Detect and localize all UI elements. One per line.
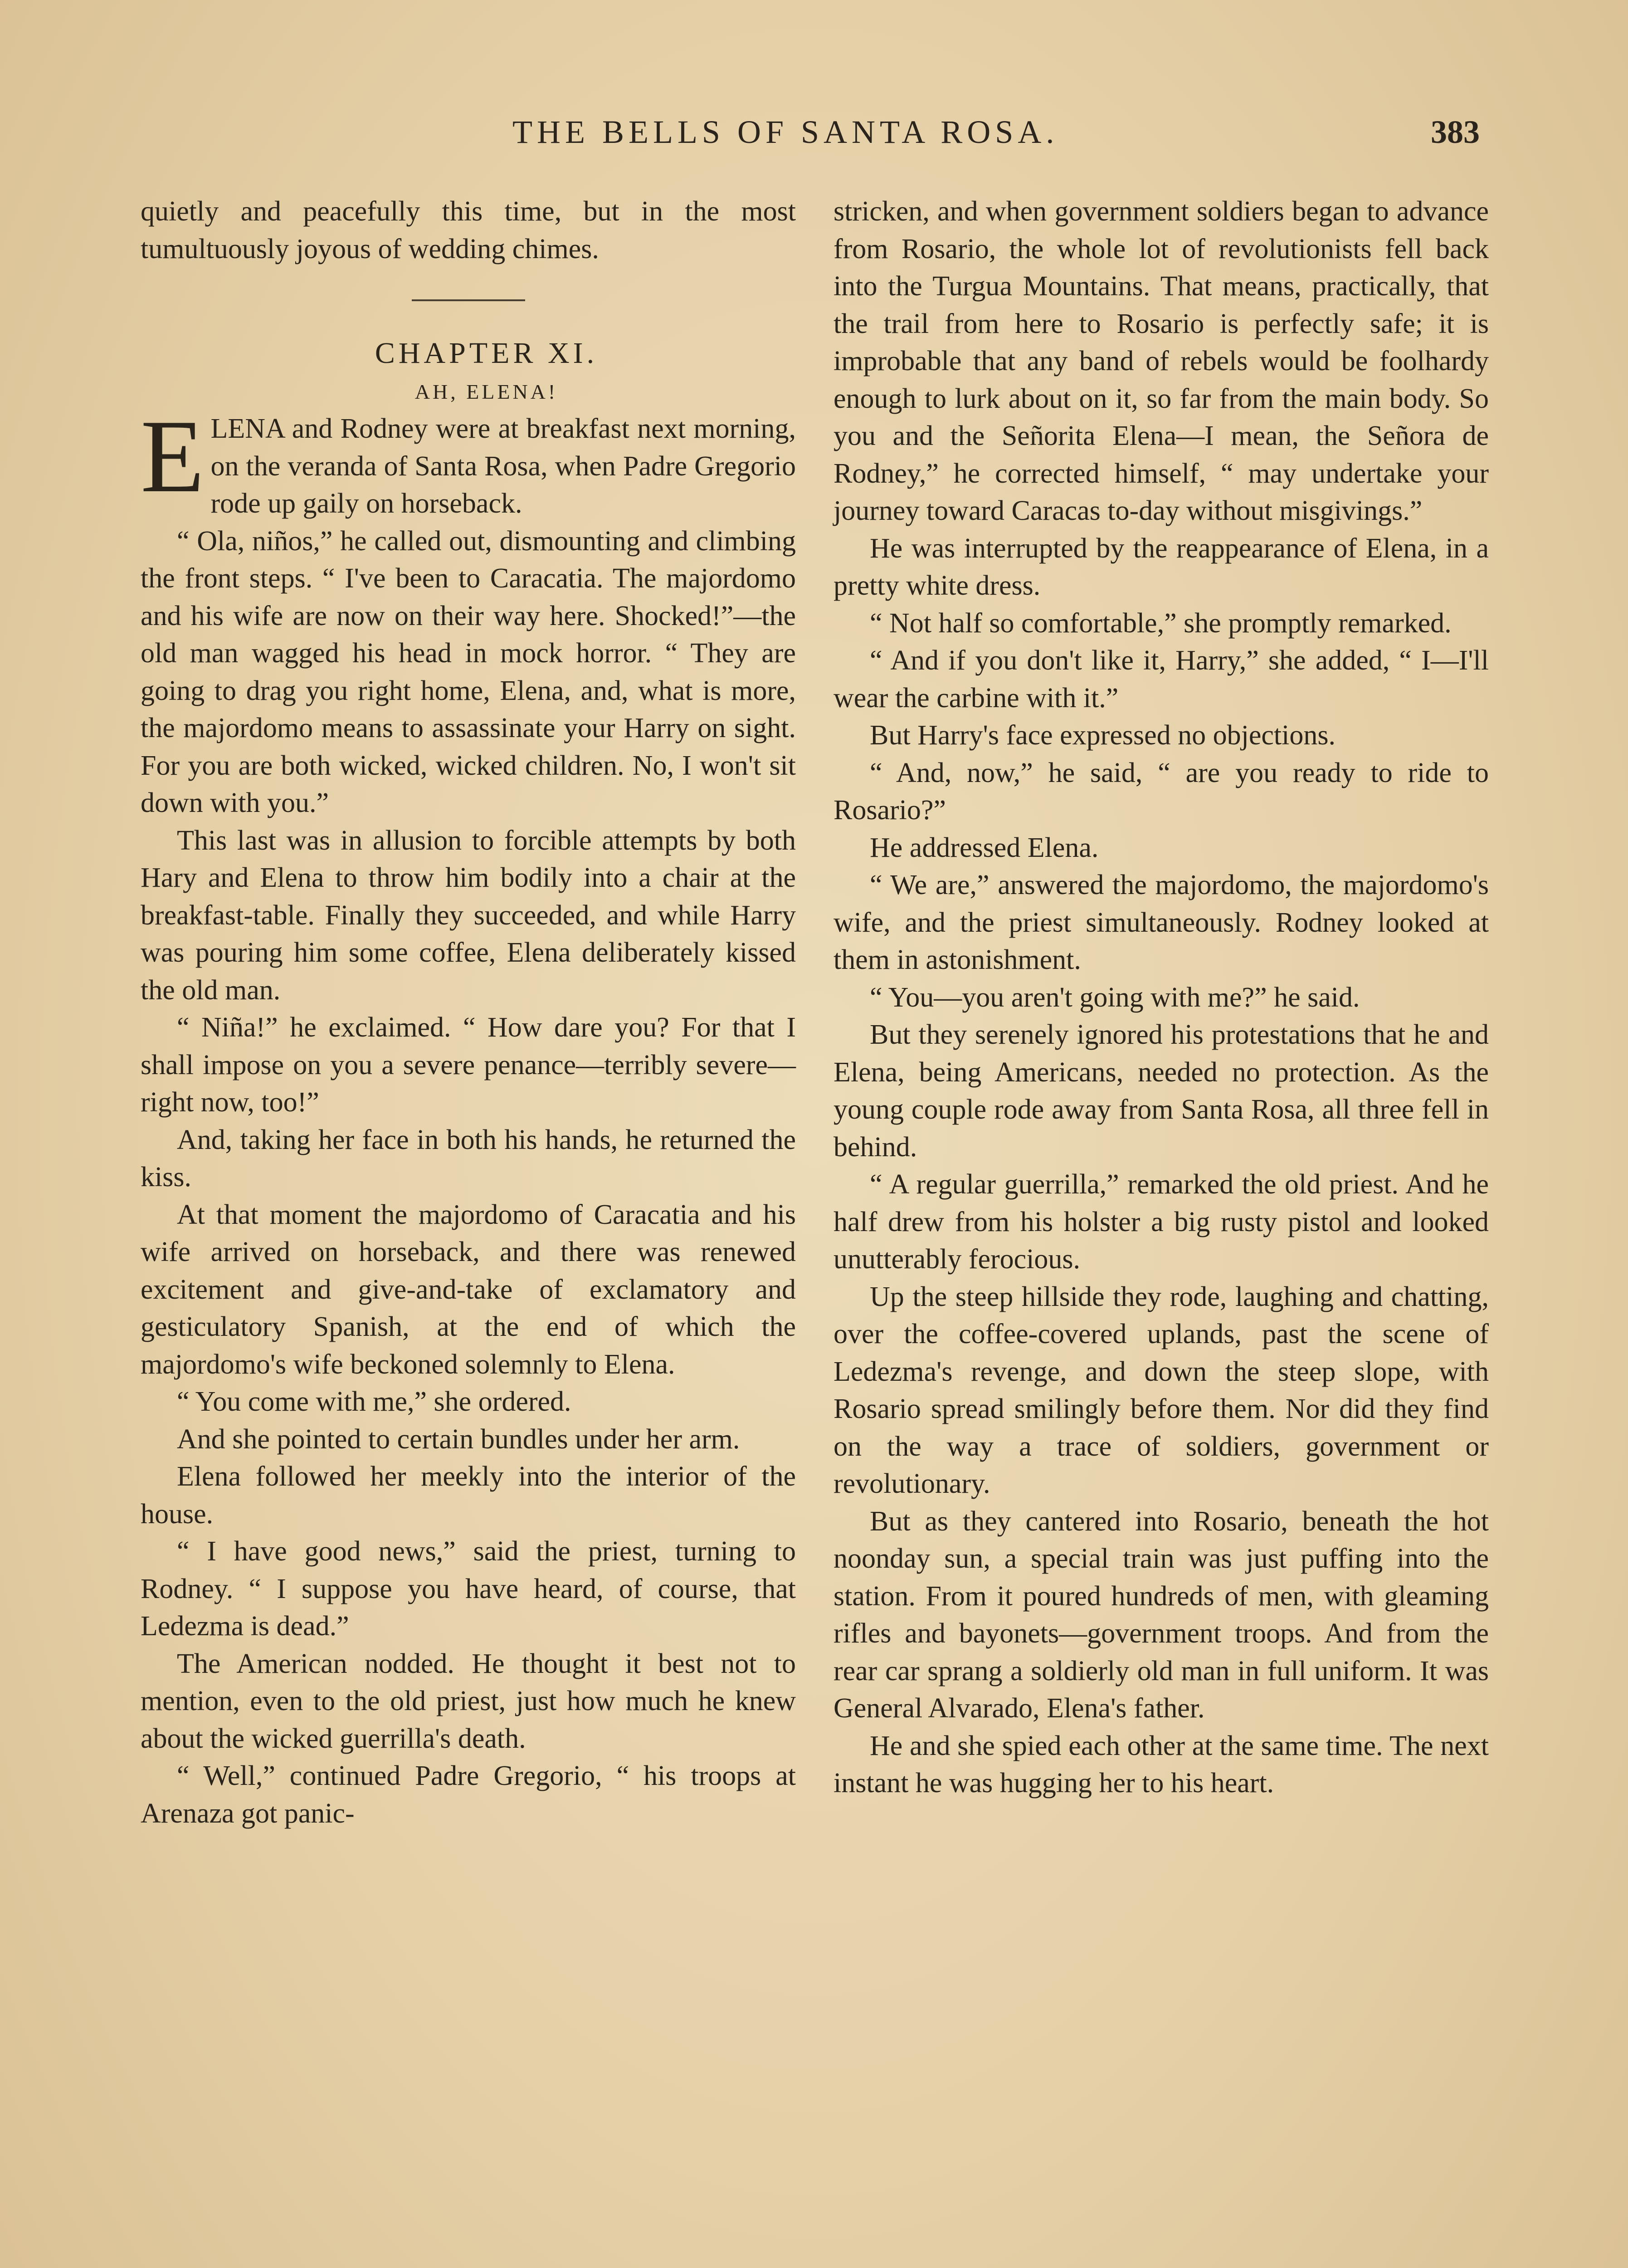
paragraph: “ Niña!” he exclaimed. “ How dare you? For that I shall impose on you a severe penance—terribly severe—right now, too!” <box>141 1012 796 1118</box>
paragraph: But as they cantered into Rosario, beneath the hot noonday sun, a special train was just puffing into the station. From it poured hundreds of men, with gleaming rifles and bayonets—government troops. And from the rear car sprang a soldierly old man in full uniform. It was General Alvarado, Elena's father. <box>833 1505 1489 1724</box>
paragraph: And she pointed to certain bundles under her arm. <box>177 1423 740 1455</box>
paragraph: And, taking her face in both his hands, he returned the kiss. <box>141 1124 796 1193</box>
paragraph: “ A regular guerrilla,” remarked the old priest. And he half drew from his holster a big rusty pistol and looked unutterably ferocious. <box>833 1169 1489 1275</box>
paragraph: But they serenely ignored his protestations that he and Elena, being Americans, needed no protection. As the young couple rode away from Santa Rosa, all three fell in behind. <box>833 1019 1489 1163</box>
page-number: 383 <box>1431 114 1480 150</box>
paragraph: He was interrupted by the reappearance of Elena, in a pretty white dress. <box>833 533 1489 601</box>
paragraph: “ And if you don't like it, Harry,” she added, “ I—I'll wear the carbine with it.” <box>833 645 1489 714</box>
paragraph: “ And, now,” he said, “ are you ready to ride to Rosario?” <box>833 757 1489 826</box>
opening-paragraph <box>141 398 796 523</box>
running-head: THE BELLS OF SANTA ROSA. <box>512 114 1059 150</box>
page-header <box>0 113 1628 168</box>
chapter-title: CHAPTER XI. <box>375 337 598 370</box>
paragraph: “ You come with me,” she ordered. <box>177 1386 571 1417</box>
paragraph: “ You—you aren't going with me?” he said. <box>870 982 1360 1013</box>
section-divider <box>412 299 525 301</box>
paragraph: But Harry's face expressed no objections. <box>870 720 1336 751</box>
continued-paragraph: stricken, and when government soldiers began to advance from Rosario, the whole lot of revolutionists fell back into the Turgua Mountains. That means, practically, that the trail from here to Rosario is perfectly safe; it is improbable that any band of rebels would be foolhardy enough to lurk about on it, so far from the main body. So you and the Señorita Elena—I mean, the Señora de Rodney,” he corrected himself, “ may undertake your journey toward Caracas to-day without misgivings.” <box>833 196 1489 526</box>
paragraph: He and she spied each other at the same time. The next instant he was hugging her to his heart. <box>833 1730 1489 1799</box>
chapter-subtitle: AH, ELENA! <box>414 380 558 403</box>
paragraph: Elena followed her meekly into the interior of the house. <box>141 1461 796 1530</box>
paragraph: “ Well,” continued Padre Gregorio, “ his troops at Arenaza got panic- <box>141 1760 796 1829</box>
paragraph: “ Not half so comfortable,” she promptly remarked. <box>870 607 1452 639</box>
right-column <box>833 193 1489 1802</box>
paragraph: He addressed Elena. <box>870 832 1099 863</box>
paragraph: “ I have good news,” said the priest, turning to Rodney. “ I suppose you have heard, of course, that Ledezma is dead.” <box>141 1536 796 1642</box>
paragraph: The American nodded. He thought it best not to mention, even to the old priest, just how much he knew about the wicked guerrilla's death. <box>141 1648 796 1754</box>
paragraph: This last was in allusion to forcible attempts by both Hary and Elena to throw him bodily into a chair at the breakfast-table. Finally they succeeded, and while Harry was pouring him some coffee, Elena deliberately kissed the old man. <box>141 825 796 1006</box>
paragraph: “ We are,” answered the majordomo, the majordomo's wife, and the priest simultaneously. Rodney looked at them in astonishment. <box>833 870 1489 975</box>
continued-paragraph: quietly and peacefully this time, but in the most tumultuously joyous of wedding chimes. <box>141 196 796 264</box>
paragraph: “ Ola, niños,” he called out, dismounting and climbing the front steps. “ I've been to Caracatia. The majordomo and his wife are now on their way here. Shocked!”—the old man wagged his head in mock horror. “ They are going to drag you right home, Elena, and, what is more, the majordomo means to assassinate your Harry on sight. For you are both wicked, wicked children. No, I won't sit down with you.” <box>141 525 796 818</box>
paragraph: At that moment the majordomo of Caracatia and his wife arrived on horseback, and there was renewed excitement and give-and-take of exclamatory and gesticulatory Spanish, at the end of which the majordomo's wife beckoned solemnly to Elena. <box>141 1199 796 1380</box>
paragraph: Up the steep hillside they rode, laughing and chatting, over the coffee-covered uplands, past the scene of Ledezma's revenge, and down the steep slope, with Rosario spread smilingly before them. Nor did they find on the way a trace of soldiers, government or revolutionary. <box>833 1281 1489 1499</box>
opening-text: LENA and Rodney were at breakfast next morning, on the veranda of Santa Rosa, when Padre Gregorio rode up gaily on horseback. <box>210 413 796 519</box>
drop-cap: E <box>141 398 205 514</box>
left-column <box>141 193 796 1832</box>
